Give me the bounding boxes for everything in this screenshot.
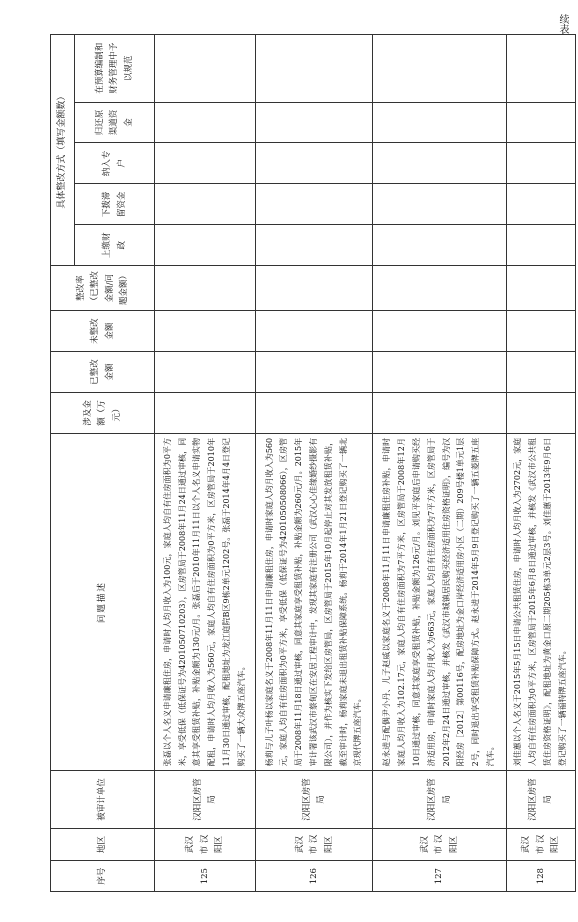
- cell-m4: [506, 102, 575, 143]
- cell-seq: 125: [155, 861, 256, 892]
- table-row: [506, 35, 575, 892]
- cell-uncorrected: [373, 311, 506, 352]
- cell-desc: 赵永进与配偶尹小丹、儿子赵威以家庭名义于2008年11月11日申请廉租住房补贴，申请时家庭人均月收入为102.17元，家庭人均自有住房面积为7平方米，区房管局于2008年12月10日通过审核，同意其家庭享受租赁补贴，补贴金额为126元/月。刘见平家庭后申请购买经济适用房，申请时家庭人均月收入为663元，家庭人均自有住房面积为7平方米，区房管局于2012年2月24日通过审核，并核发《武汉市城镇居民购买经济适用住房资格证明》，编号为汉阳经房［2012］第00116号，配房地址为金口岸经济适用房小区（二期）209号楼1单元1层2号，同时退出享受租赁补贴保障方式。赵永进于2014年5月9日登记购买了一辆五菱牌五座汽车。: [373, 433, 506, 770]
- cell-desc: 刘佳蕙以个人名义于2015年5月15日申请公共租赁住房，申请时人均月收入为2702元，家庭人均自有住房面积为0平方米，区房管局于2015年6月8日通过审核，并核发《武汉市公共租赁住房资格证明》，配租地址为黄金口原二期205栋3单元2层3号。刘佳蕙于2013年9月6日登记购买了一辆福特牌五座汽车。: [506, 433, 575, 770]
- header-m4: 归还原渠道资金: [75, 102, 155, 143]
- cell-m1: [373, 225, 506, 266]
- cell-m4: [373, 102, 506, 143]
- cell-m1: [155, 225, 256, 266]
- cell-seq: 128: [506, 861, 575, 892]
- cell-corrected: [155, 352, 256, 393]
- cell-amount: [373, 392, 506, 433]
- table-row: [256, 35, 373, 892]
- cell-unit: 汉阳区房管局: [373, 771, 506, 828]
- cell-corrected: [256, 352, 373, 393]
- cell-m4: [155, 102, 256, 143]
- cell-m3: [155, 143, 256, 184]
- audit-table: [50, 34, 576, 892]
- header-m3: 纳入专户: [75, 143, 155, 184]
- cell-amount: [155, 392, 256, 433]
- cell-rate: [506, 266, 575, 311]
- cell-m2: [256, 184, 373, 225]
- table-row: [373, 35, 506, 892]
- header-unit: 被审计单位: [51, 771, 155, 828]
- cell-m3: [373, 143, 506, 184]
- cell-m1: [506, 225, 575, 266]
- cell-m2: [155, 184, 256, 225]
- header-m5: 在预算编制和财务管理中予以规范: [75, 35, 155, 103]
- header-m2: 下拨滞留资金: [75, 184, 155, 225]
- cell-unit: 汉阳区房管局: [155, 771, 256, 828]
- cell-uncorrected: [155, 311, 256, 352]
- cell-m1: [256, 225, 373, 266]
- cell-m2: [373, 184, 506, 225]
- cell-region: 武汉市 汉阳区: [256, 828, 373, 861]
- header-desc: 问题描述: [51, 433, 155, 770]
- header-m1: 上缴财政: [75, 225, 155, 266]
- header-method-group: 具体整改方式（填写金额数）: [51, 35, 75, 266]
- cell-rate: [373, 266, 506, 311]
- header-region: 地区: [51, 828, 155, 861]
- cell-seq: 126: [256, 861, 373, 892]
- table-header: [51, 35, 155, 892]
- header-rate: 整改率（已整改金额/问题金额）: [51, 266, 155, 311]
- header-seq: 序号: [51, 861, 155, 892]
- cell-m5: [155, 35, 256, 103]
- header-amount: 涉及金额（万元）: [51, 392, 155, 433]
- cell-corrected: [373, 352, 506, 393]
- cell-m3: [256, 143, 373, 184]
- cell-corrected: [506, 352, 575, 393]
- cell-region: 武汉市 汉阳区: [506, 828, 575, 861]
- table-body: [155, 35, 576, 892]
- cell-region: 武汉市 汉阳区: [155, 828, 256, 861]
- cell-uncorrected: [256, 311, 373, 352]
- cell-desc: 杨莉与儿子叶杨以家庭名义于2008年11月11日申请廉租住房，申请时家庭人均月收入为560元，家庭人均自有住房面积为0平方米，享受低保（低保证号为4201050508066），区房管局于2008年11月18日通过审核，同意其家庭享受租赁补贴，补贴金额为260元/月。2015年审计署该武汉市蔡甸区在安居工程审计中，发现其家庭有注册公司（武汉心心佳缘婚纱摄影有限公司），并作为核实下发给区房管局，区房管局于2015年10月起停止对其发放租赁补贴，截至审计时，杨莉家庭未退出租赁补贴保障系统。杨莉于2014年1月21日登记购买了一辆北京现代牌五座汽车。: [256, 433, 373, 770]
- cell-amount: [506, 392, 575, 433]
- page-label: 续表: [557, 14, 568, 34]
- cell-unit: 汉阳区房管局: [256, 771, 373, 828]
- cell-rate: [155, 266, 256, 311]
- cell-amount: [256, 392, 373, 433]
- cell-m3: [506, 143, 575, 184]
- cell-m5: [256, 35, 373, 103]
- cell-desc: 张磊以个人名义申请廉租住房，申请时人均月收入为100元，家庭人均自有住房面积为0平方米，享受低保（低保证号为4201050710203），区房管局于2008年11月24日通过审核，同意其享受租赁补贴，补贴金额为130元/月。张磊后于2010年11月11日以个人名义申请实物配租，申请时人均月收入为560元，家庭人均自有住房面积为0平方米，区房管局于2010年11月30日通过审核，配租地址为龙江庭院B区9栋2单元1202号。张磊于2014年4月4日登记购买了一辆大众牌五座汽车。: [155, 433, 256, 770]
- cell-m4: [256, 102, 373, 143]
- cell-unit: 汉阳区房管局: [506, 771, 575, 828]
- cell-m5: [373, 35, 506, 103]
- rotated-table-stage: [50, 34, 576, 892]
- cell-region: 武汉市 汉阳区: [373, 828, 506, 861]
- header-uncorrected: 未整改金额: [51, 311, 155, 352]
- cell-m5: [506, 35, 575, 103]
- header-corrected: 已整改金额: [51, 352, 155, 393]
- cell-m2: [506, 184, 575, 225]
- cell-seq: 127: [373, 861, 506, 892]
- table-row: [155, 35, 256, 892]
- cell-rate: [256, 266, 373, 311]
- cell-uncorrected: [506, 311, 575, 352]
